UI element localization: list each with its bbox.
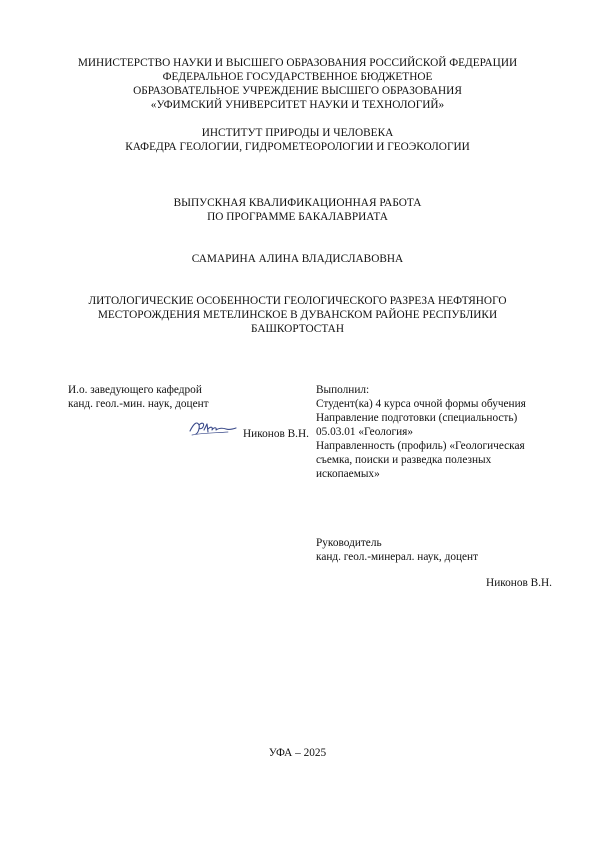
- department-name: КАФЕДРА ГЕОЛОГИИ, ГИДРОМЕТЕОРОЛОГИИ И ГЕОЭКОЛОГИИ: [125, 141, 470, 153]
- institute-name: ИНСТИТУТ ПРИРОДЫ И ЧЕЛОВЕКА: [201, 127, 394, 139]
- performed-by-block: [316, 383, 526, 481]
- study-profile-line: съемка, поиски и разведка полезных: [316, 454, 492, 466]
- head-degree: канд. геол.-мин. наук, доцент: [68, 398, 209, 410]
- study-direction-label: Направление подготовки (специальность): [316, 412, 518, 424]
- student-info: Студент(ка) 4 курса очной формы обучения: [316, 398, 526, 410]
- institute-block: [0, 126, 595, 154]
- study-profile-line: ископаемых»: [316, 468, 380, 480]
- thesis-title: [0, 294, 595, 336]
- head-of-department-block: [68, 383, 209, 411]
- supervisor-label: Руководитель: [316, 537, 382, 549]
- work-type-block: [0, 196, 595, 224]
- thesis-title-line: МЕСТОРОЖДЕНИЯ МЕТЕЛИНСКОЕ В ДУВАНСКОМ РАЙОНЕ РЕСПУБЛИКИ: [97, 309, 498, 321]
- university-name: «УФИМСКИЙ УНИВЕРСИТЕТ НАУКИ И ТЕХНОЛОГИЙ»: [150, 99, 445, 111]
- thesis-title-line: ЛИТОЛОГИЧЕСКИЕ ОСОБЕННОСТИ ГЕОЛОГИЧЕСКОГО РАЗРЕЗА НЕФТЯНОГО: [88, 295, 507, 307]
- head-position: И.о. заведующего кафедрой: [68, 384, 202, 396]
- performed-by-label: Выполнил:: [316, 384, 370, 396]
- study-direction-code: 05.03.01 «Геология»: [316, 426, 414, 438]
- supervisor-degree: канд. геол.-минерал. наук, доцент: [316, 551, 479, 563]
- work-type-line: ВЫПУСКНАЯ КВАЛИФИКАЦИОННАЯ РАБОТА: [173, 197, 422, 209]
- signature-image: [188, 419, 238, 437]
- work-type-line: ПО ПРОГРАММЕ БАКАЛАВРИАТА: [207, 211, 388, 223]
- header-line: ОБРАЗОВАТЕЛЬНОЕ УЧРЕЖДЕНИЕ ВЫСШЕГО ОБРАЗОВАНИЯ: [133, 85, 462, 97]
- city-year: УФА – 2025: [268, 747, 327, 759]
- study-profile-line: Направленность (профиль) «Геологическая: [316, 440, 525, 452]
- supervisor-block: [316, 536, 478, 564]
- header-line: МИНИСТЕРСТВО НАУКИ И ВЫСШЕГО ОБРАЗОВАНИЯ РОССИЙСКОЙ ФЕДЕРАЦИИ: [77, 57, 518, 69]
- author-name: САМАРИНА АЛИНА ВЛАДИСЛАВОВНА: [191, 253, 404, 265]
- thesis-title-line: БАШКОРТОСТАН: [251, 323, 344, 335]
- header-line: ФЕДЕРАЛЬНОЕ ГОСУДАРСТВЕННОЕ БЮДЖЕТНОЕ: [162, 71, 433, 83]
- ministry-header: [0, 56, 595, 112]
- head-name: Никонов В.Н.: [243, 428, 309, 440]
- supervisor-name: Никонов В.Н.: [486, 577, 552, 589]
